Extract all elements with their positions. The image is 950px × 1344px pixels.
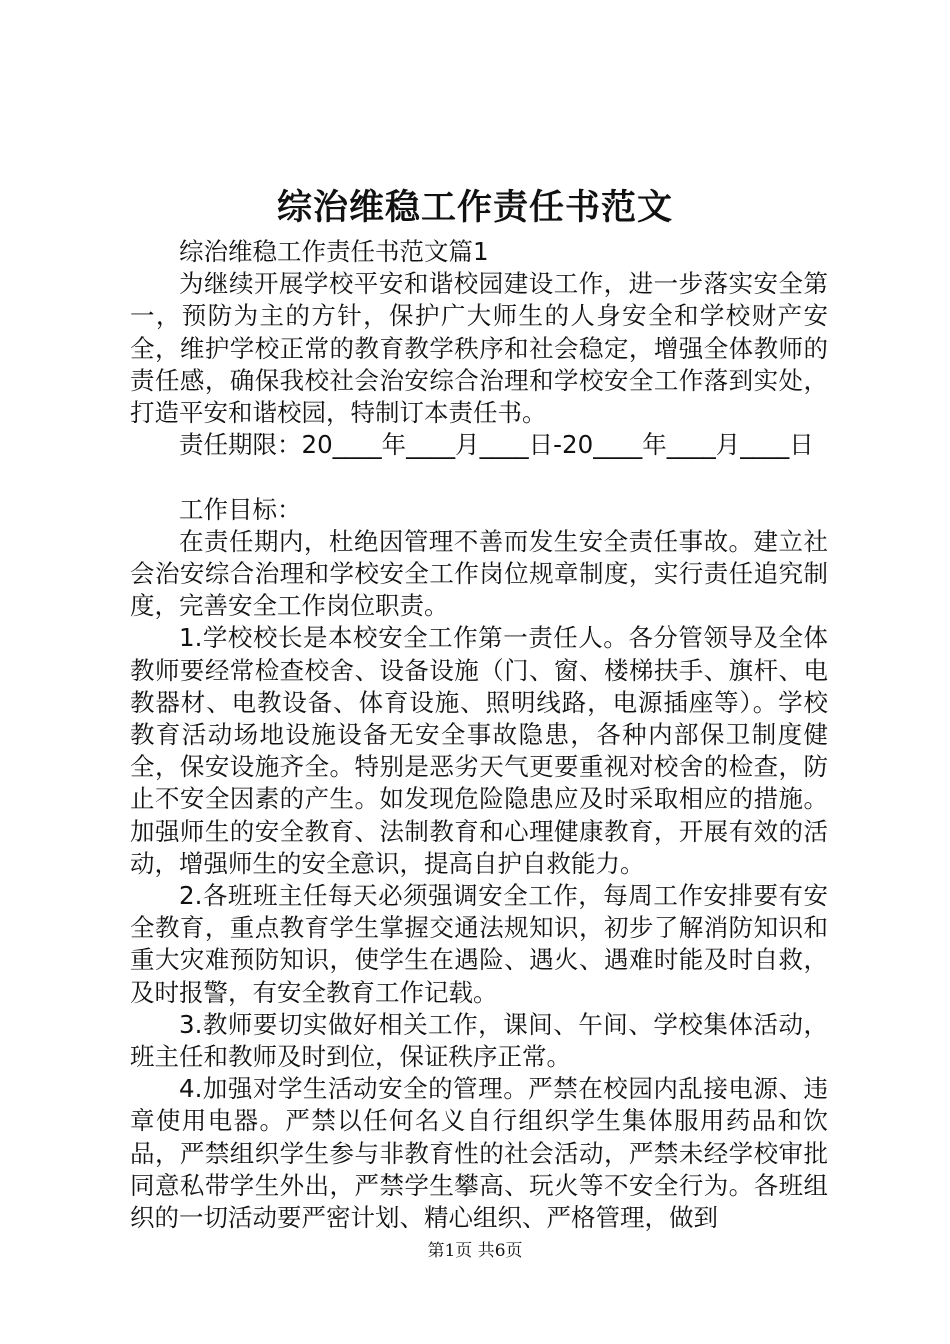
paragraph-item-2: 2.各班班主任每天必须强调安全工作，每周工作安排要有安全教育，重点教育学生掌握交通法规知识，初步了解消防知识和重大灾难预防知识，使学生在遇险、遇火、遇难时能及时自救，及时报警，有安全教育工作记载。	[130, 881, 828, 1007]
paragraph-item-3: 3.教师要切实做好相关工作，课间、午间、学校集体活动，班主任和教师及时到位，保证秩序正常。	[130, 1009, 828, 1072]
blank-line	[130, 461, 828, 493]
paragraph-item-1: 1.学校校长是本校安全工作第一责任人。各分管领导及全体教师要经常检查校舍、设备设施（门、窗、楼梯扶手、旗杆、电教器材、电教设备、体育设施、照明线路，电源插座等）。学校教育活动场地设施设备无安全事故隐患，各种内部保卫制度健全，保安设施齐全。特别是恶劣天气更要重视对校舍的检查，防止不安全因素的产生。如发现危险隐患应及时采取相应的措施。加强师生的安全教育、法制教育和心理健康教育，开展有效的活动，增强师生的安全意识，提高自护自救能力。	[130, 623, 828, 878]
page-title: 综治维稳工作责任书范文	[276, 187, 673, 228]
document-body	[130, 236, 828, 1234]
paragraph-goal-heading: 工作目标：	[179, 494, 302, 524]
paragraph-term: 责任期限：20____年____月____日-20____年____月____日	[179, 430, 814, 460]
page-number: 第1页 共6页	[427, 1241, 523, 1261]
paragraph-intro: 为继续开展学校平安和谐校园建设工作，进一步落实安全第一，预防为主的方针，保护广大师生的人身安全和学校财产安全，维护学校正常的教育教学秩序和社会稳定，增强全体教师的责任感，确保我校社会治安综合治理和学校安全工作落到实处，打造平安和谐校园，特制订本责任书。	[130, 269, 828, 428]
paragraph-goal: 在责任期内，杜绝因管理不善而发生安全责任事故。建立社会治安综合治理和学校安全工作岗位规章制度，实行责任追究制度，完善安全工作岗位职责。	[130, 526, 828, 621]
paragraph-item-4: 4.加强对学生活动安全的管理。严禁在校园内乱接电源、违章使用电器。严禁以任何名义自行组织学生集体服用药品和饮品，严禁组织学生参与非教育性的社会活动，严禁未经学校审批同意私带学生外出，严禁学生攀高、玩火等不安全行为。各班组织的一切活动要严密计划、精心组织、严格管理，做到	[130, 1074, 828, 1233]
section-heading: 综治维稳工作责任书范文篇1	[179, 237, 489, 266]
